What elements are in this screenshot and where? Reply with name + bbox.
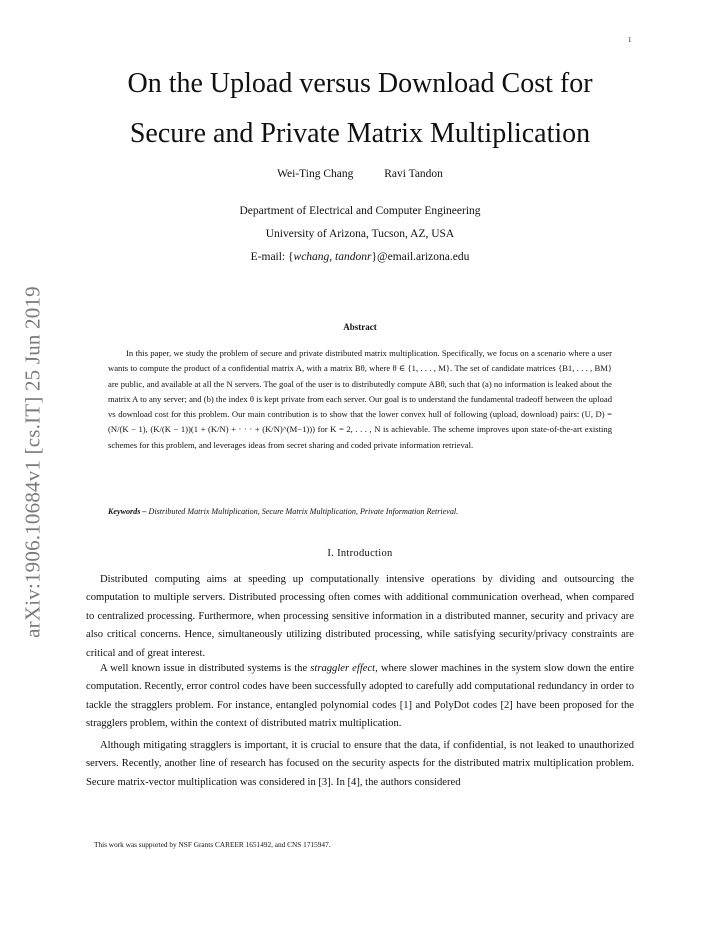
funding-footnote: This work was supported by NSF Grants CAREER 1651492, and CNS 1715947. — [94, 840, 331, 849]
keywords-label: Keywords – — [108, 507, 147, 516]
keywords-line — [108, 507, 612, 516]
paragraph-2-start: A well known issue in distributed systems is the — [100, 663, 311, 674]
arxiv-identifier-text: arXiv:1906.10684v1 [cs.IT] 25 Jun 2019 — [20, 286, 45, 638]
abstract-text: In this paper, we study the problem of secure and private distributed matrix multiplication. Specifically, we focus on a scenario where a user wants to compute the product of a confidential matrix A, with a matrix Bθ, where θ ∈ {1, . . . , M}. The set of candidate matrices {B1, . . . , BM} are public, and available at all the N servers. The goal of the user is to distributedly compute ABθ, such that (a) no information is leaked about the matrix A to any server; and (b) the index θ is kept private from each server. Our goal is to understand the fundamental tradeoff between the upload vs download cost for this problem. Our main contribution is to show that the lower convex hull of following (upload, download) pairs: (U, D) = (N/(K − 1), (K/(K − 1))(1 + (K/N) + · · · + (K/N)^(M−1))) for K = 2, . . . , N is achievable. The scheme improves upon state-of-the-art existing schemes for this problem, and leverages ideas from secret sharing and coded private information retrieval. — [108, 348, 612, 450]
email-names: wchang, tandonr — [293, 251, 372, 263]
keywords-text: Distributed Matrix Multiplication, Secure Matrix Multiplication, Private Information Retrieval. — [148, 507, 459, 516]
affiliation-email — [0, 251, 720, 263]
affiliation-department: Department of Electrical and Computer Engineering — [239, 205, 481, 217]
author-name: Ravi Tandon — [384, 168, 443, 180]
section-heading-introduction: I. Introduction — [327, 548, 393, 559]
page-number: 1 — [628, 36, 632, 44]
abstract-heading: Abstract — [343, 322, 377, 332]
intro-paragraph-1: Distributed computing aims at speeding up computationally intensive operations by dividing and outsourcing the computation to multiple servers. Distributed processing often comes with additional communication overhead, when compared to centralized processing. Furthermore, when processing sensitive information in a distributed manner, security and privacy are also critical concerns. Hence, simultaneously utilizing distributed processing, while satisfying security/privacy constraints are critical and of great interest. — [86, 574, 634, 659]
paper-title-line-1: On the Upload versus Download Cost for — [127, 68, 593, 99]
author-list — [0, 168, 720, 180]
intro-paragraph-3: Although mitigating stragglers is important, it is crucial to ensure that the data, if confidential, is not leaked to unauthorized servers. Recently, another line of research has focused on the security aspects for the distributed matrix multiplication problem. Secure matrix-vector multiplication was considered in [3]. In [4], the authors considered — [86, 740, 634, 788]
paper-title-line-2: Secure and Private Matrix Multiplication — [129, 118, 591, 149]
author-name: Wei-Ting Chang — [277, 168, 354, 180]
email-suffix: }@email.arizona.edu — [371, 251, 470, 263]
straggler-effect-term: straggler effect — [310, 663, 376, 674]
intro-paragraph-2 — [86, 660, 634, 734]
paragraph-2-end: , where slower machines in the system slow down the entire computation. Recently, error control codes have been successfully adopted to carefully add computational redundancy in order to tackle the stragglers problem. For instance, entangled polynomial codes [1] and PolyDot codes [2] have been proposed for the stragglers problem, within the context of distributed matrix multiplication. — [86, 663, 635, 730]
affiliation-university: University of Arizona, Tucson, AZ, USA — [265, 228, 455, 240]
email-prefix: E-mail: { — [250, 251, 294, 263]
